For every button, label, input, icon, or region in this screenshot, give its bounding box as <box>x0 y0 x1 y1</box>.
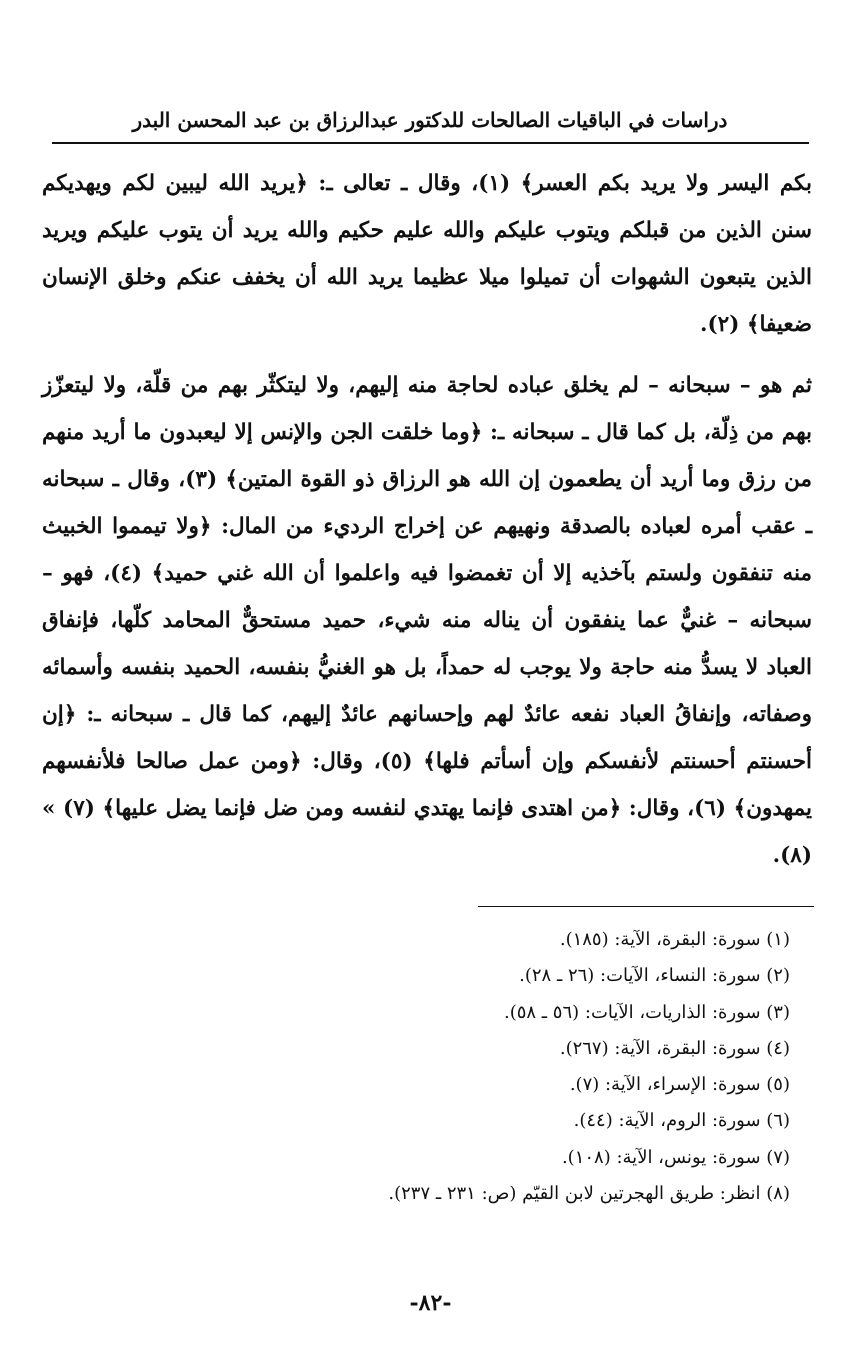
paragraph-2: ثم هو – سبحانه – لم يخلق عباده لحاجة منه إليهم، ولا ليتكثّر بهم من قلّة، ولا ليتعزّز بهم من ذِلّة، بل كما قال ـ سبحانه ـ: ﴿وما خلقت الجن والإنس إلا ليعبدون ما أريد منهم من رزق وما أريد أن يطعمون إن الله هو الرزاق ذو القوة المتين﴾ (٣)، وقال ـ سبحانه ـ عقب أمره لعباده بالصدقة ونهيهم عن إخراج الرديء من المال: ﴿ولا تيمموا الخبيث منه تنفقون ولستم بآخذيه إلا أن تغمضوا فيه واعلموا أن الله غني حميد﴾ (٤)، فهو – سبحانه – غنيٌّ عما ينفقون أن يناله منه شيء، حميد مستحقٌّ المحامد كلّها، فإنفاق العباد لا يسدُّ منه حاجة ولا يوجب له حمداً، بل هو الغنيُّ بنفسه، الحميد بنفسه وأسمائه وصفاته، وإنفاقُ العباد نفعه عائدٌ لهم وإحسانهم عائدٌ إليهم، كما قال ـ سبحانه ـ: ﴿إن أحسنتم أحسنتم لأنفسكم وإن أسأتم فلها﴾ (٥)، وقال: ﴿ومن عمل صالحا فلأنفسهم يمهدون﴾ (٦)، وقال: ﴿من اهتدى فإنما يهتدي لنفسه ومن ضل فإنما يضل عليها﴾ (٧) » (٨). <box>42 373 812 868</box>
header-divider <box>52 142 809 144</box>
paragraph-1: بكم اليسر ولا يريد بكم العسر﴾ (١)، وقال ـ تعالى ـ: ﴿يريد الله ليبين لكم ويهديكم سنن الذين من قبلكم ويتوب عليكم والله عليم حكيم والله يريد أن يتوب عليكم ويريد الذين يتبعون الشهوات أن تميلوا ميلا عظيما يريد الله أن يخفف عنكم وخلق الإنسان ضعيفا﴾ (٢). <box>42 171 812 337</box>
page-number: -٨٢- <box>409 1290 452 1316</box>
running-header: دراسات في الباقيات الصالحات للدكتور عبدالرزاق بن عبد المحسن البدر <box>132 108 728 132</box>
footnote-6: (٦) سورة: الروم، الآية: (٤٤). <box>573 1110 790 1132</box>
footnote-5: (٥) سورة: الإسراء، الآية: (٧). <box>569 1074 790 1096</box>
footnote-divider <box>478 906 814 907</box>
footnote-3: (٣) سورة: الذاريات، الآيات: (٥٦ ـ ٥٨). <box>503 1001 790 1023</box>
footnote-4: (٤) سورة: البقرة، الآية: (٢٦٧). <box>559 1037 790 1059</box>
footnote-7: (٧) سورة: يونس، الآية: (١٠٨). <box>561 1146 790 1168</box>
main-text <box>42 160 812 879</box>
footnote-2: (٢) سورة: النساء، الآيات: (٢٦ ـ ٢٨). <box>519 965 790 987</box>
footnote-8: (٨) انظر: طريق الهجرتين لابن القيّم (ص: ٢٣١ ـ ٢٣٧). <box>388 1183 790 1205</box>
footnotes-list <box>50 922 790 1212</box>
footnote-1: (١) سورة: البقرة، الآية: (١٨٥). <box>559 929 790 950</box>
